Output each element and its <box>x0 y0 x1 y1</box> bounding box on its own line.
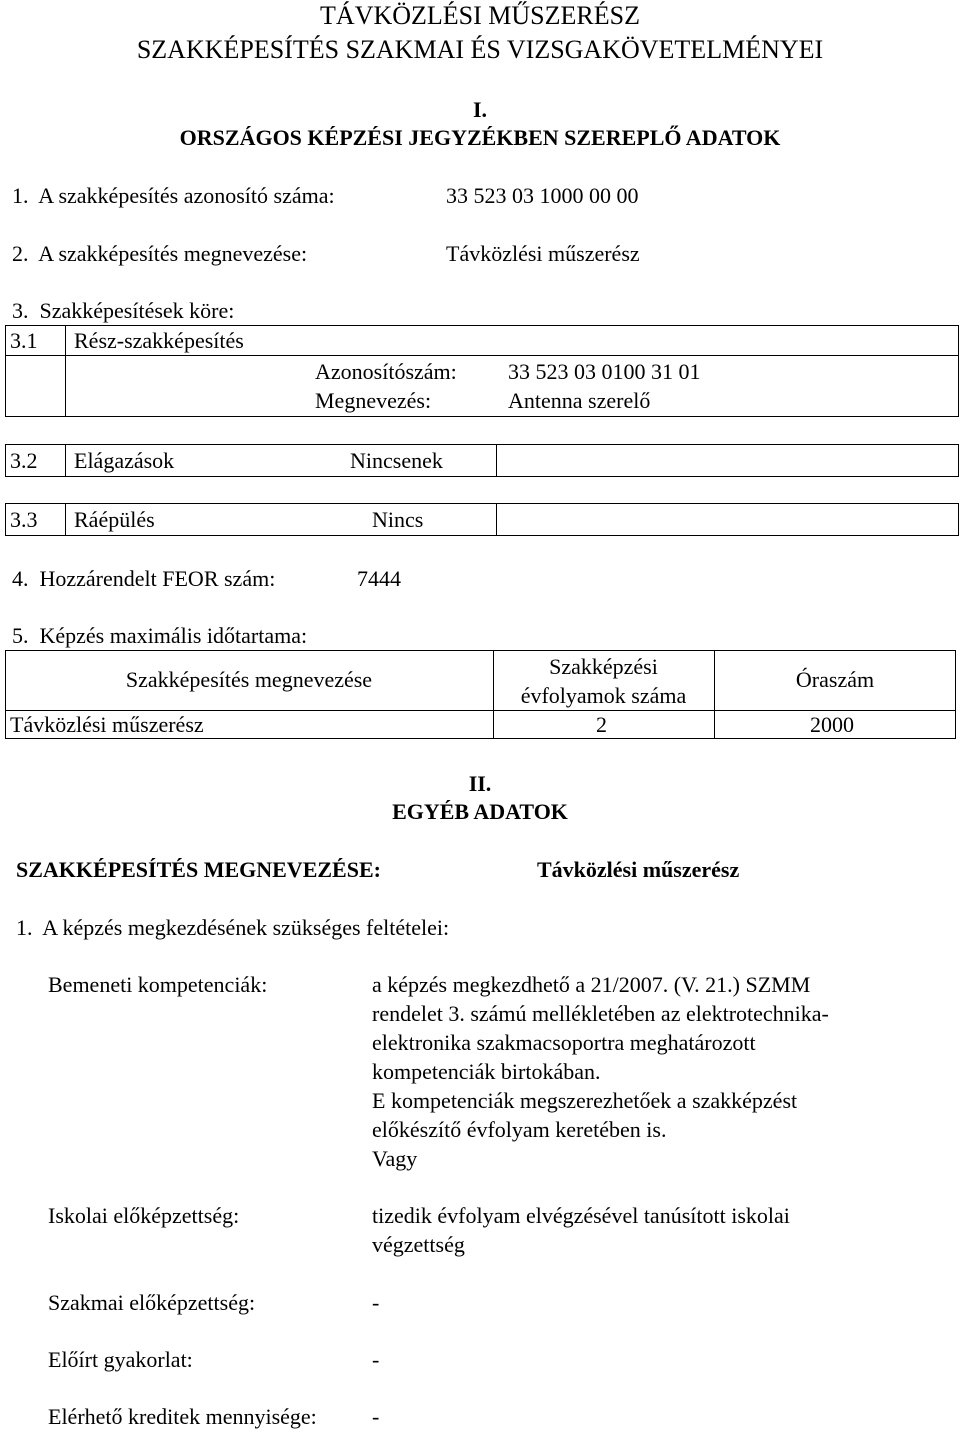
table-header-years-line1: Szakképzési <box>549 654 658 679</box>
credits-value: - <box>372 1404 380 1429</box>
item4-label: 4. Hozzárendelt FEOR szám: <box>12 566 276 591</box>
sub33-number: 3.3 <box>10 507 38 532</box>
sub31-number: 3.1 <box>10 328 38 353</box>
section1-title: ORSZÁGOS KÉPZÉSI JEGYZÉKBEN SZEREPLŐ ADATOK <box>179 125 781 150</box>
professional-prerequisite-label: Szakmai előképzettség: <box>48 1290 256 1315</box>
school-prerequisite-line: tizedik évfolyam elvégzésével tanúsított iskolai <box>372 1203 790 1228</box>
doc-title-line1: TÁVKÖZLÉSI MŰSZERÉSZ <box>320 1 640 30</box>
entry-line: rendelet 3. számú mellékletében az elektrotechnika- <box>372 1001 829 1026</box>
required-practice-value: - <box>372 1347 380 1372</box>
entry-line: elektronika szakmacsoportra meghatározott <box>372 1030 756 1055</box>
item2-value: Távközlési műszerész <box>446 241 640 266</box>
entry-competencies-label: Bemeneti kompetenciák: <box>48 972 268 997</box>
table-header-name: Szakképesítés megnevezése <box>125 667 373 692</box>
item5-label: 5. Képzés maximális időtartama: <box>12 623 308 648</box>
entry-line: E kompetenciák megszerezhetőek a szakképzést <box>372 1088 798 1113</box>
item4-value: 7444 <box>357 566 401 591</box>
sub31-id-label: Azonosítószám: <box>315 359 457 384</box>
table-cell-years: 2 <box>596 712 607 737</box>
sub32-number: 3.2 <box>10 448 38 473</box>
entry-line: előkészítő évfolyam keretében is. <box>372 1117 667 1142</box>
table-header-hours: Óraszám <box>795 667 875 692</box>
item2-label: 2. A szakképesítés megnevezése: <box>12 241 308 266</box>
item1-label: 1. A szakképesítés azonosító száma: <box>12 183 335 208</box>
required-practice-label: Előírt gyakorlat: <box>48 1347 193 1372</box>
sub33-value: Nincs <box>372 507 424 532</box>
credits-label: Elérhető kreditek mennyisége: <box>48 1404 317 1429</box>
sub31-id-value: 33 523 03 0100 31 01 <box>508 359 701 384</box>
entry-line: Vagy <box>372 1146 418 1171</box>
sub33-label: Ráépülés <box>74 507 155 532</box>
doc-title-line2: SZAKKÉPESÍTÉS SZAKMAI ÉS VIZSGAKÖVETELMÉNYEI <box>136 35 824 64</box>
sub31-name-label: Megnevezés: <box>315 388 432 413</box>
sub32-label: Elágazások <box>74 448 175 473</box>
entry-line: a képzés megkezdhető a 21/2007. (V. 21.) SZMM <box>372 972 811 997</box>
school-prerequisite-label: Iskolai előképzettség: <box>48 1203 240 1228</box>
table-header-years-line2: évfolyamok száma <box>520 683 687 708</box>
entry-line: kompetenciák birtokában. <box>372 1059 601 1084</box>
qualification-name-value: Távközlési műszerész <box>537 857 740 882</box>
section1-number: I. <box>472 97 488 122</box>
sub32-value: Nincsenek <box>350 448 443 473</box>
qualification-name-label: SZAKKÉPESÍTÉS MEGNEVEZÉSE: <box>16 857 381 882</box>
school-prerequisite-line: végzettség <box>372 1232 465 1257</box>
sub31-label: Rész-szakképesítés <box>74 328 244 353</box>
table-cell-name: Távközlési műszerész <box>10 712 204 737</box>
section2-item1-label: 1. A képzés megkezdésének szükséges feltételei: <box>16 915 450 940</box>
section2-number: II. <box>468 771 492 796</box>
item1-value: 33 523 03 1000 00 00 <box>446 183 639 208</box>
professional-prerequisite-value: - <box>372 1290 380 1315</box>
table-cell-hours: 2000 <box>810 712 854 737</box>
sub31-name-value: Antenna szerelő <box>508 388 651 413</box>
section2-title: EGYÉB ADATOK <box>392 799 568 824</box>
item3-label: 3. Szakképesítések köre: <box>12 298 235 323</box>
